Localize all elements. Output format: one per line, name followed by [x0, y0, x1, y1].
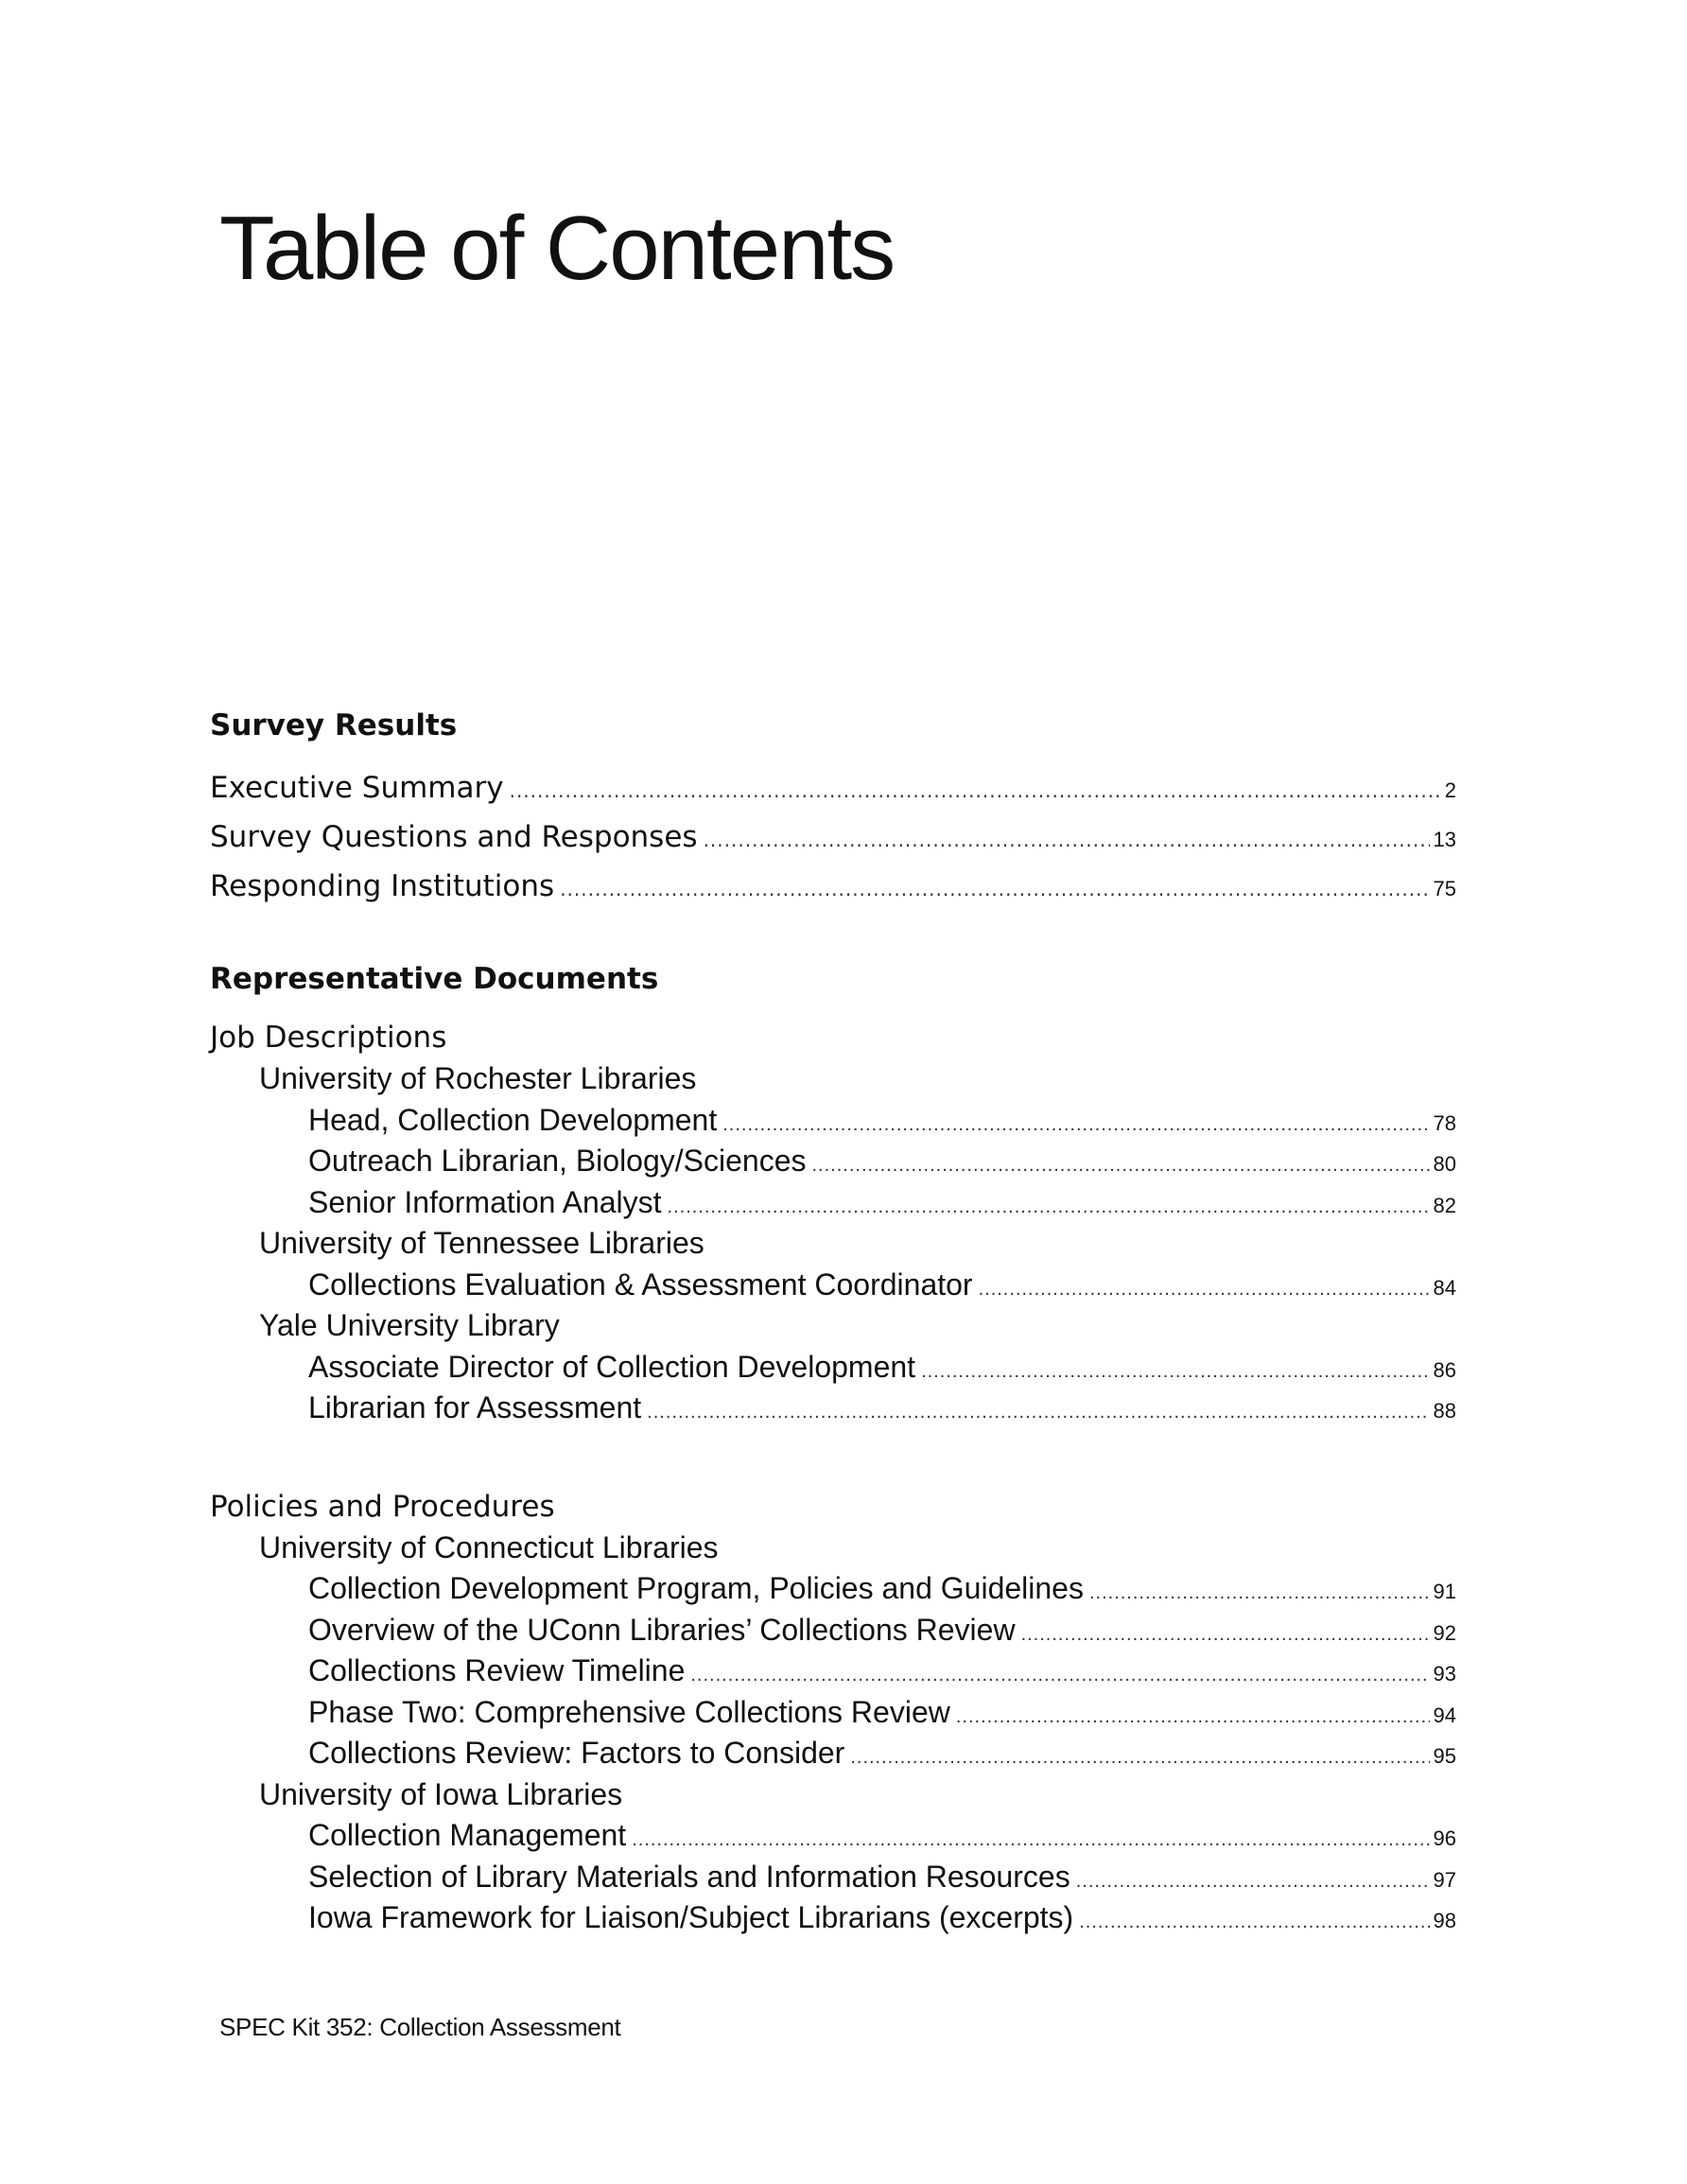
toc-entry-label: Associate Director of Collection Development	[308, 1349, 916, 1384]
toc-entry-head-collection-development[interactable]	[210, 1100, 1456, 1142]
toc-entry-page: 75	[1433, 877, 1456, 900]
toc-entry-page: 13	[1433, 828, 1456, 851]
dot-leader	[704, 815, 1430, 865]
toc-entry-collections-evaluation-coordinator[interactable]	[210, 1265, 1456, 1306]
toc-entry-page: 94	[1433, 1703, 1456, 1727]
dot-leader	[1021, 1615, 1430, 1656]
toc-entry-label: Collection Development Program, Policies and Guidelines	[308, 1571, 1084, 1605]
dot-leader	[979, 1269, 1430, 1311]
dot-leader	[956, 1697, 1430, 1738]
toc-entry-phase-two-review[interactable]	[210, 1692, 1456, 1734]
toc-entry-collections-review-timeline[interactable]	[210, 1651, 1456, 1692]
dot-leader	[690, 1655, 1429, 1697]
dot-leader	[921, 1352, 1429, 1393]
group-heading-job-descriptions: Job Descriptions	[210, 1021, 447, 1055]
dot-leader	[812, 1145, 1430, 1187]
group-heading-policies-procedures: Policies and Procedures	[210, 1489, 555, 1524]
institution-rochester: University of Rochester Libraries	[259, 1061, 697, 1095]
toc-entry-label: Collections Evaluation & Assessment Coordinator	[308, 1267, 973, 1302]
dot-leader	[632, 1820, 1429, 1861]
toc-entry-page: 88	[1433, 1399, 1456, 1423]
dot-leader	[1079, 1902, 1429, 1944]
toc-entry-label: Senior Information Analyst	[308, 1184, 662, 1219]
toc-entry-page: 82	[1433, 1193, 1456, 1217]
toc-entry-responding-institutions[interactable]	[210, 862, 1456, 911]
toc-entry-page: 78	[1433, 1110, 1456, 1135]
toc-entry-page: 84	[1433, 1275, 1456, 1300]
toc-entry-label: Survey Questions and Responses	[210, 820, 698, 854]
dot-leader	[850, 1738, 1429, 1779]
toc-entry-label: Outreach Librarian, Biology/Sciences	[308, 1144, 807, 1178]
toc-entry-label: Head, Collection Development	[308, 1102, 718, 1137]
toc-entry-label: Phase Two: Comprehensive Collections Review	[308, 1694, 950, 1729]
toc-entry-librarian-for-assessment[interactable]	[210, 1388, 1456, 1429]
table-of-contents	[210, 705, 1456, 1939]
toc-entry-executive-summary[interactable]	[210, 763, 1456, 812]
toc-entry-senior-information-analyst[interactable]	[210, 1182, 1456, 1224]
toc-entry-outreach-librarian[interactable]	[210, 1141, 1456, 1182]
toc-entry-page: 97	[1433, 1867, 1456, 1892]
section-heading-survey-results: Survey Results	[210, 708, 458, 743]
dot-leader	[1076, 1861, 1430, 1903]
toc-entry-label: Responding Institutions	[210, 869, 555, 903]
toc-entry-page: 95	[1433, 1744, 1456, 1768]
page-title: Table of Contents	[219, 198, 895, 299]
toc-entry-label: Overview of the UConn Libraries’ Collections Review	[308, 1612, 1016, 1647]
dot-leader	[668, 1187, 1430, 1229]
toc-entry-label: Selection of Library Materials and Information Resources	[308, 1859, 1070, 1894]
toc-entry-page: 92	[1433, 1620, 1456, 1645]
page-footer: SPEC Kit 352: Collection Assessment	[219, 2013, 621, 2041]
dot-leader	[647, 1392, 1429, 1434]
toc-entry-page: 98	[1433, 1909, 1456, 1932]
toc-entry-iowa-framework[interactable]	[210, 1897, 1456, 1939]
toc-entry-selection-of-materials[interactable]	[210, 1857, 1456, 1898]
dot-leader	[1089, 1573, 1430, 1615]
toc-entry-label: Iowa Framework for Liaison/Subject Librarians (excerpts)	[308, 1900, 1074, 1934]
toc-entry-factors-to-consider[interactable]	[210, 1733, 1456, 1774]
institution-iowa: University of Iowa Libraries	[259, 1776, 623, 1811]
toc-entry-page: 93	[1433, 1662, 1456, 1686]
toc-entry-label: Collection Management	[308, 1818, 627, 1852]
dot-leader	[722, 1105, 1429, 1146]
toc-entry-label: Executive Summary	[210, 771, 504, 805]
dot-leader	[560, 865, 1429, 914]
toc-entry-page: 91	[1433, 1580, 1456, 1603]
institution-yale: Yale University Library	[259, 1308, 560, 1342]
toc-entry-page: 80	[1433, 1152, 1456, 1176]
toc-entry-collection-development-program[interactable]	[210, 1568, 1456, 1610]
section-heading-representative-documents: Representative Documents	[210, 962, 659, 996]
institution-connecticut: University of Connecticut Libraries	[259, 1529, 719, 1564]
toc-entry-page: 86	[1433, 1357, 1456, 1382]
toc-entry-uconn-collections-review[interactable]	[210, 1610, 1456, 1651]
toc-entry-label: Librarian for Assessment	[308, 1390, 642, 1424]
toc-entry-label: Collections Review: Factors to Consider	[308, 1736, 845, 1770]
dot-leader	[510, 766, 1441, 815]
institution-tennessee: University of Tennessee Libraries	[259, 1226, 704, 1260]
toc-entry-page: 2	[1444, 778, 1456, 802]
toc-entry-page: 96	[1433, 1826, 1456, 1850]
toc-entry-collection-management[interactable]	[210, 1815, 1456, 1857]
toc-entry-label: Collections Review Timeline	[308, 1653, 686, 1687]
toc-entry-survey-questions[interactable]	[210, 812, 1456, 862]
toc-entry-associate-director[interactable]	[210, 1347, 1456, 1389]
